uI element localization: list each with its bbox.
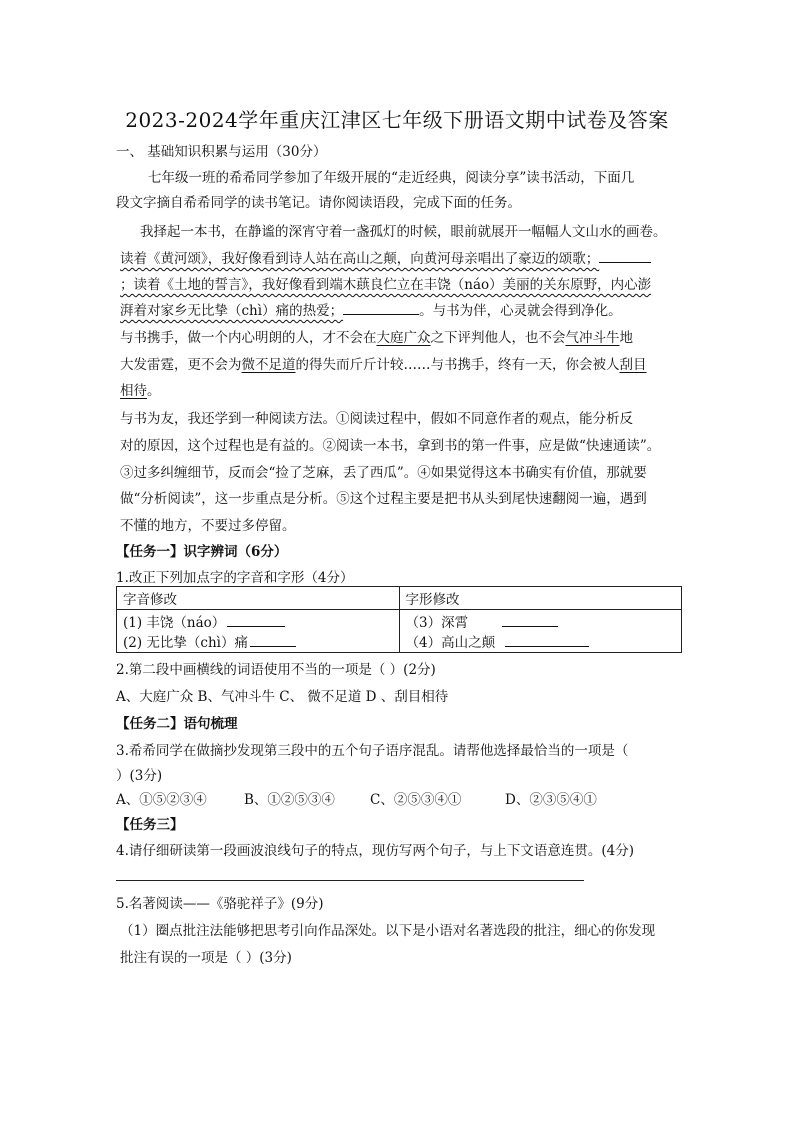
- table-row: [117, 587, 682, 610]
- table-cell: [399, 610, 682, 653]
- passage2-line-2: [120, 353, 647, 373]
- question-3-option-b: B、①②⑤③④: [244, 792, 335, 808]
- answer-line: [116, 880, 584, 881]
- passage3-line-1: 与书为友，我还学到一种阅读方法。①阅读过程中，假如不同意作者的观点，能分析反: [120, 411, 633, 427]
- passage1-line-2: [120, 247, 651, 267]
- answer-blank: [505, 633, 589, 647]
- correction-table: [116, 586, 682, 653]
- task2-heading: 【任务二】语句梳理: [116, 716, 238, 732]
- text-span: 大发雷霆，更不会为: [120, 357, 242, 373]
- table-cell-text: （3）深霄: [405, 615, 469, 631]
- underlined-word: 微不足道: [241, 357, 296, 373]
- passage1-line-1: 我择起一本书，在静谧的深宵守着一盏孤灯的时候，眼前就展开一幅幅人文山水的画卷。: [140, 224, 667, 240]
- question-2-options: A、大庭广众 B、气冲斗牛 C、 微不足道 D 、刮目相待: [116, 689, 449, 705]
- answer-blank: [599, 249, 651, 263]
- text-span: 之下评判他人，也不会: [430, 330, 566, 346]
- table-row: [117, 610, 682, 653]
- question-3-option-c: C、②⑤③④①: [370, 792, 462, 808]
- text-span: 的得失而斤斤计较……与书携手，终有一天，你会被人: [295, 357, 620, 373]
- question-3-cont: ）(3分): [116, 768, 163, 784]
- underlined-word: 气冲斗牛: [565, 330, 620, 346]
- answer-blank: [250, 633, 296, 647]
- table-cell: [117, 610, 400, 653]
- table-cell-text: (2) 无比挚（chì）痛: [123, 635, 248, 651]
- text-span: 地: [619, 330, 633, 346]
- passage3-line-4: 做“分析阅读”，这一步重点是分析。⑤这个过程主要是把书从头到尾快速翻阅一遍，遇到: [120, 491, 647, 507]
- text-span: 与书携手，做一个内心明朗的人，才不会在: [120, 330, 377, 346]
- page-title: 2023-2024学年重庆江津区七年级下册语文期中试卷及答案: [125, 108, 669, 132]
- wavy-sentence: 读着《黄河颂》，我好像看到诗人站在高山之颠，向黄河母亲唱出了豪迈的颂歌；: [120, 251, 600, 267]
- underlined-word: 大庭广众: [376, 330, 431, 346]
- text-span: 。: [147, 383, 161, 399]
- question-3-option-a: A、①⑤②③④: [116, 792, 207, 808]
- table-header-sound: 字音修改: [117, 587, 400, 610]
- section-heading: 一、 基础知识积累与运用（30分）: [116, 144, 327, 160]
- passage2-line-1: [120, 326, 633, 346]
- question-5: 5.名著阅读——《骆驼祥子》(9分): [116, 896, 324, 912]
- answer-blank: [343, 301, 419, 315]
- passage1-line-4: [120, 299, 622, 319]
- passage3-line-3: ③过多纠缠细节，反而会“捡了芝麻，丢了西瓜”。④如果觉得这本书确实有价值，那就要: [120, 465, 647, 481]
- question-3-option-d: D、②③⑤④①: [505, 792, 597, 808]
- underlined-word: 刮目: [619, 357, 647, 373]
- table-cell-text: (1) 丰饶（náo）: [123, 615, 226, 631]
- answer-blank: [502, 613, 558, 627]
- wavy-sentence: ；读着《土地的誓言》，我好像看到端木蕻良伫立在丰饶（náo）美丽的关东原野，内心澎: [120, 277, 652, 293]
- table-header-shape: 字形修改: [399, 587, 682, 610]
- task1-heading: 【任务一】识字辨词（6分）: [116, 544, 288, 560]
- question-2: 2.第二段中画横线的词语使用不当的一项是（ ）(2分): [116, 662, 436, 678]
- question-5-part1-line-1: （1）圈点批注法能够把思考引向作品深处。以下是小语对名著选段的批注，细心的你发现: [120, 923, 656, 939]
- question-5-part1-line-2: 批注有误的一项是（ ）(3分): [120, 950, 292, 966]
- passage1-line-4-tail: 。与书为伴，心灵就会得到净化。: [419, 303, 622, 319]
- question-4: 4.请仔细研读第一段画波浪线句子的特点，现仿写两个句子，与上下文语意连贯。(4分): [116, 843, 635, 859]
- passage3-line-2: 对的原因，这个过程也是有益的。②阅读一本书，拿到书的第一件事，应是做“快速通读”。: [120, 438, 661, 454]
- intro-line-2: 段文字摘自希希同学的读书笔记。请你阅读语段，完成下面的任务。: [116, 195, 521, 211]
- passage1-line-3: [120, 273, 651, 293]
- underlined-word: 相待: [120, 383, 147, 399]
- intro-line-1: 七年级一班的希希同学参加了年级开展的“走近经典，阅读分享”读书活动，下面几: [148, 170, 635, 186]
- passage3-line-5: 不懂的地方，不要过多停留。: [120, 518, 296, 534]
- passage2-line-3: [120, 379, 161, 399]
- table-cell-text: （4）高山之颠: [405, 635, 496, 651]
- question-1: 1.改正下列加点字的字音和字形（4分）: [116, 570, 354, 586]
- question-3: 3.希希同学在做摘抄发现第三段中的五个句子语序混乱。请帮他选择最恰当的一项是（: [116, 743, 629, 759]
- task3-heading: 【任务三】: [116, 817, 184, 833]
- answer-blank: [227, 613, 285, 627]
- wavy-sentence: 湃着对家乡无比挚（chì）痛的热爱；: [120, 303, 344, 319]
